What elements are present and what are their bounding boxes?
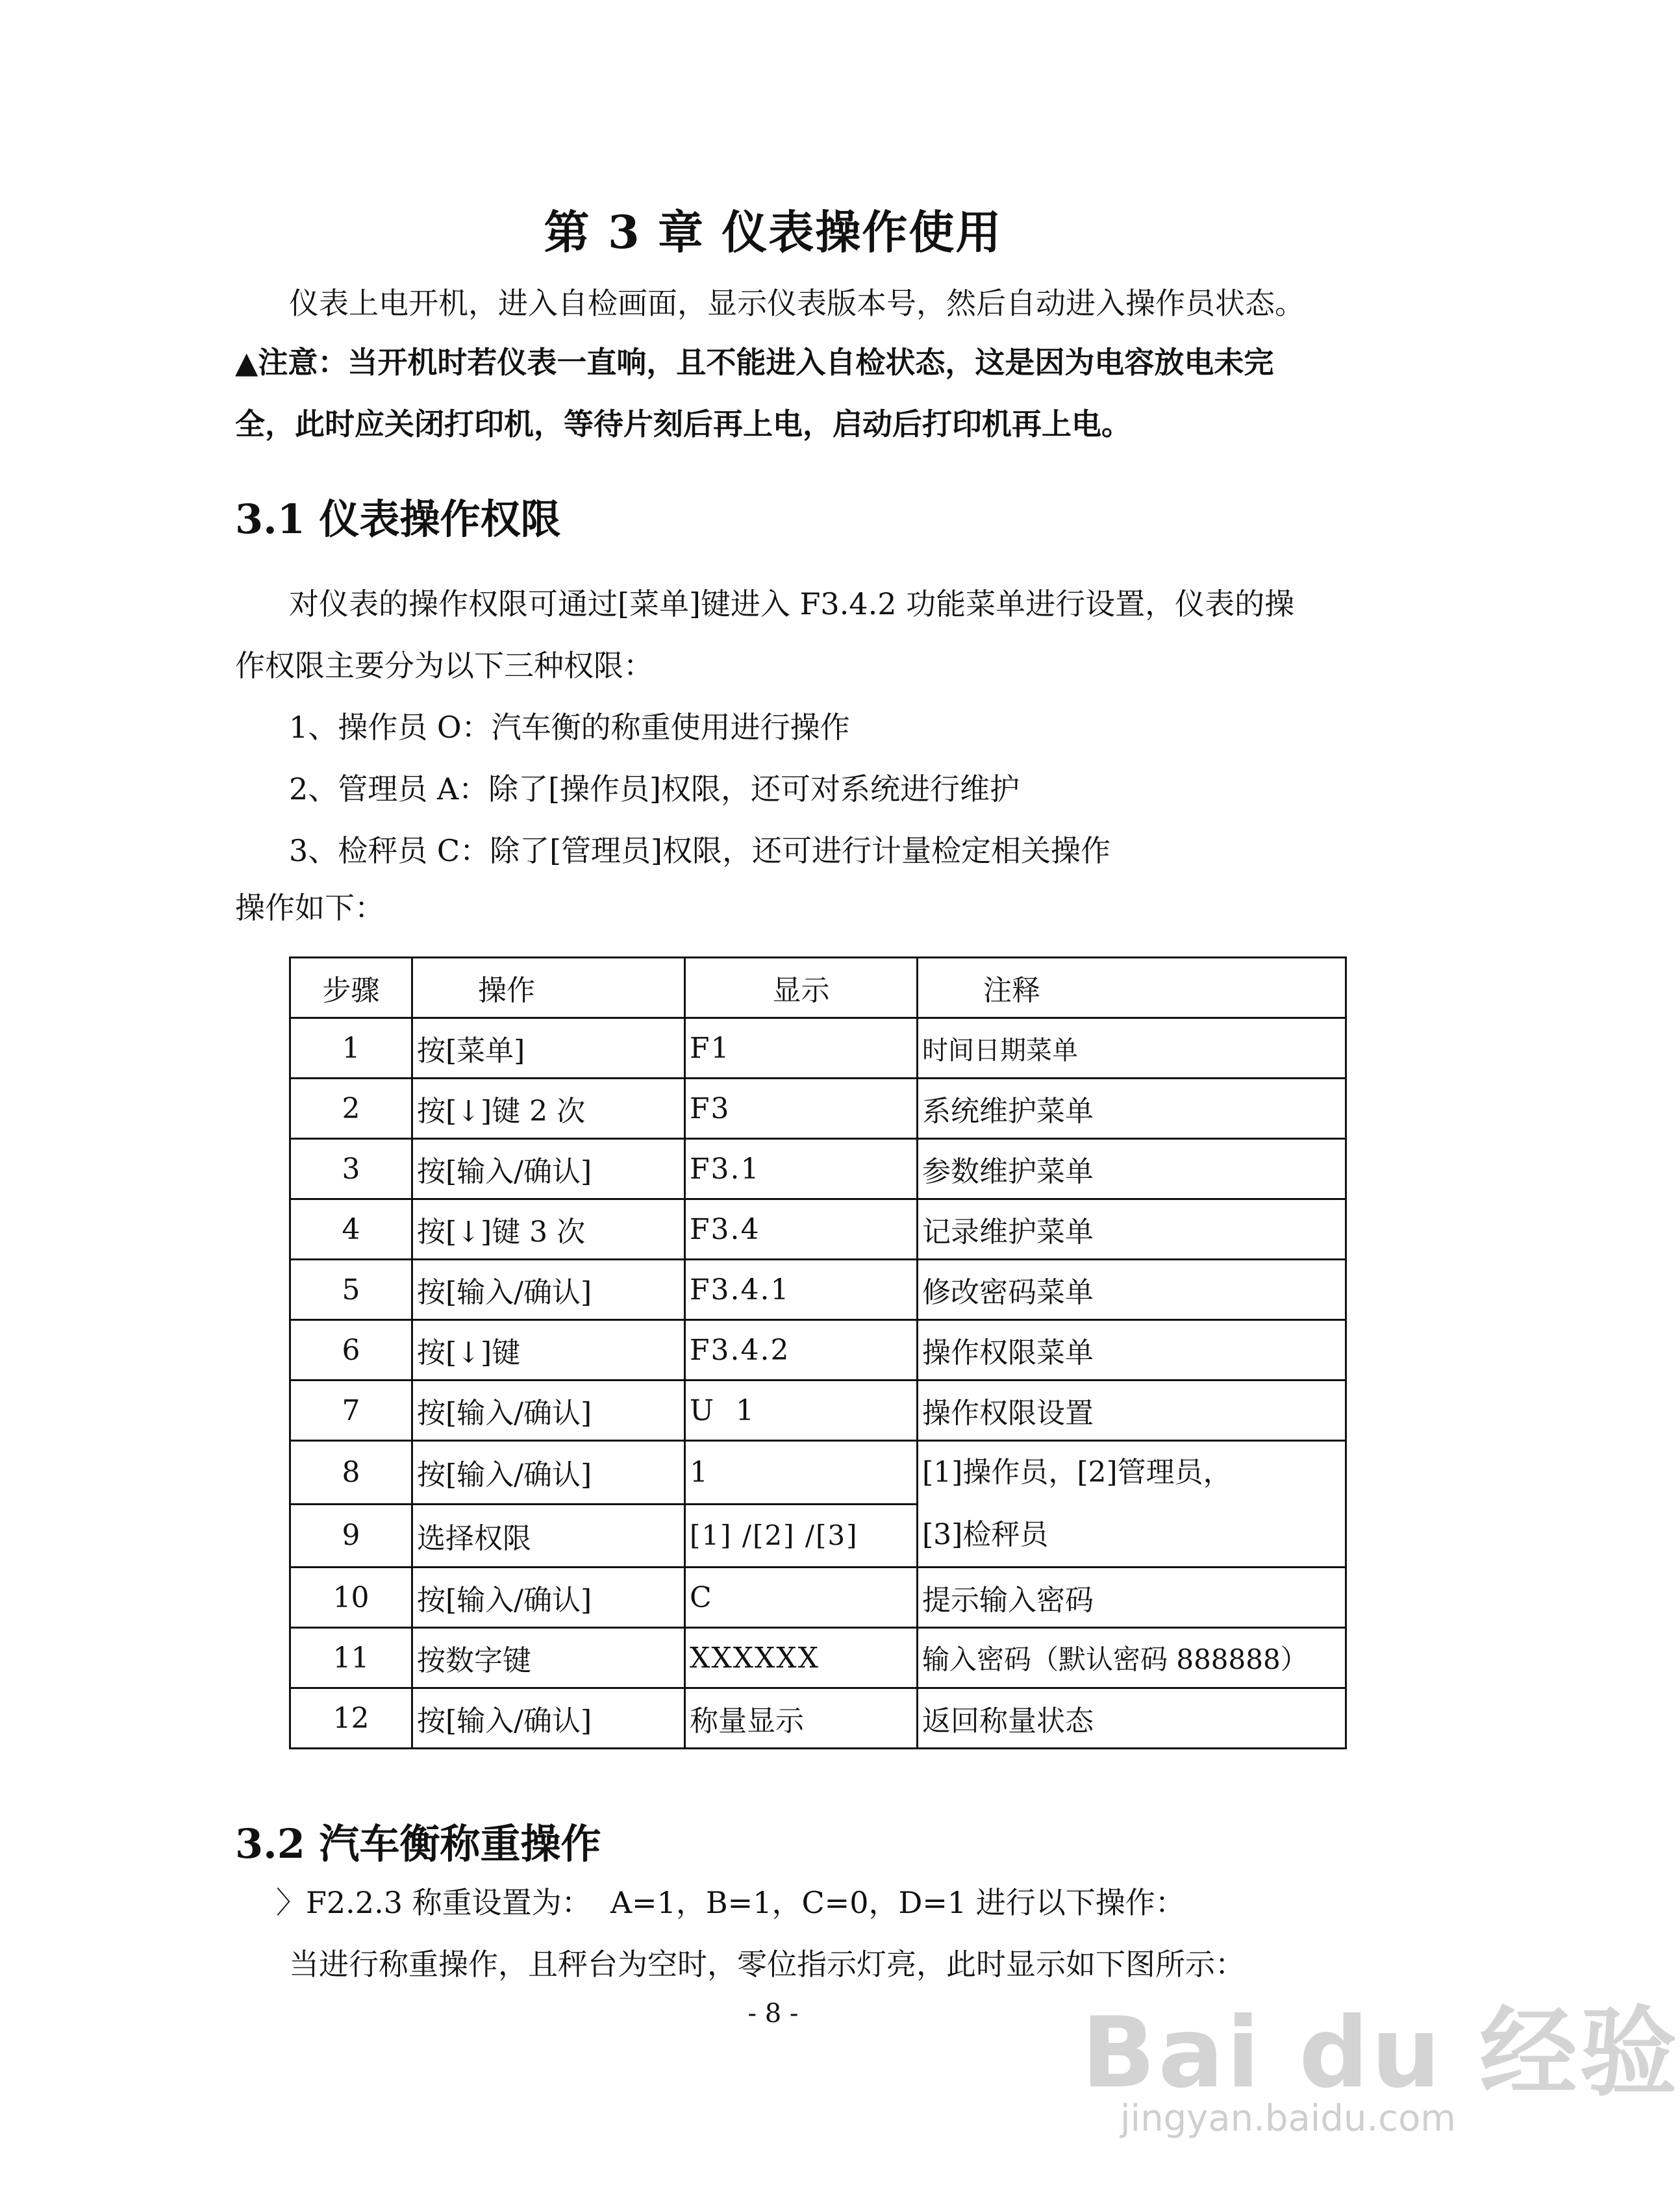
- cell-step: 9: [290, 1504, 412, 1568]
- cell-step: 3: [290, 1139, 412, 1199]
- section-3-1-heading: 3.1 仪表操作权限: [235, 495, 561, 543]
- header-display: 显示: [685, 958, 918, 1018]
- permission-item-admin: 2、管理员 A：除了[操作员]权限，还可对系统进行维护: [289, 771, 1020, 806]
- operation-steps-table: [289, 956, 1347, 1749]
- cell-note: 提示输入密码: [918, 1568, 1346, 1628]
- table-row: [290, 1568, 1346, 1628]
- table-row: [290, 1079, 1346, 1139]
- cell-note: 操作权限设置: [918, 1381, 1346, 1441]
- cell-step: 6: [290, 1320, 412, 1381]
- cell-step: 11: [290, 1628, 412, 1688]
- baidu-watermark: [1081, 1974, 1680, 2140]
- permission-item-operator: 1、操作员 O：汽车衡的称重使用进行操作: [289, 710, 850, 745]
- permission-item-inspector: 3、检秤员 C：除了[管理员]权限，还可进行计量检定相关操作: [289, 833, 1110, 868]
- weighing-description-line: 当进行称重操作，且秤台为空时，零位指示灯亮，此时显示如下图所示：: [289, 1947, 1245, 1982]
- cell-operation: 按[菜单]: [412, 1018, 685, 1079]
- cell-display: F3: [685, 1079, 918, 1139]
- watermark-url: jingyan.baidu.com: [1120, 2097, 1456, 2140]
- cell-display: XXXXXX: [685, 1628, 918, 1688]
- merged-note-line-1: [1]操作员，[2]管理员，: [922, 1456, 1232, 1489]
- cell-operation: 按[输入/确认]: [412, 1688, 685, 1749]
- cell-step: 5: [290, 1260, 412, 1320]
- table-row: [290, 1441, 1346, 1505]
- cell-note: 系统维护菜单: [918, 1079, 1346, 1139]
- chapter-title: 第 3 章 仪表操作使用: [544, 205, 1003, 259]
- header-step: 步骤: [290, 958, 412, 1018]
- cell-note-merged: [918, 1441, 1346, 1568]
- cell-operation: 按[输入/确认]: [412, 1139, 685, 1199]
- table-row: [290, 1260, 1346, 1320]
- table-row: [290, 1320, 1346, 1381]
- cell-note: 输入密码（默认密码 888888）: [918, 1628, 1346, 1688]
- notice-line-2: 全，此时应关闭打印机，等待片刻后再上电，启动后打印机再上电。: [235, 406, 1131, 442]
- permission-paragraph-line-1: 对仪表的操作权限可通过[菜单]键进入 F3.4.2 功能菜单进行设置，仪表的操: [289, 586, 1295, 621]
- cell-operation: 按[↓]键 2 次: [412, 1079, 685, 1139]
- permission-paragraph-line-2: 作权限主要分为以下三种权限：: [235, 648, 653, 683]
- cell-note: 修改密码菜单: [918, 1260, 1346, 1320]
- table-row: [290, 1199, 1346, 1260]
- cell-note: 操作权限菜单: [918, 1320, 1346, 1381]
- cell-display: F3.4.2: [685, 1320, 918, 1381]
- header-note: 注释: [918, 958, 1346, 1018]
- cell-operation: 按[输入/确认]: [412, 1441, 685, 1505]
- section-3-2-heading: 3.2 汽车衡称重操作: [235, 1820, 601, 1868]
- cell-display: F3.4.1: [685, 1260, 918, 1320]
- cell-note: 时间日期菜单: [918, 1018, 1346, 1079]
- cell-display: F3.4: [685, 1199, 918, 1260]
- cell-display: 1: [685, 1441, 918, 1505]
- weighing-setting-line: 〉F2.2.3 称重设置为： A=1，B=1，C=0，D=1 进行以下操作：: [276, 1885, 1185, 1920]
- cell-step: 10: [290, 1568, 412, 1628]
- table-row: [290, 1139, 1346, 1199]
- cell-operation: 按数字键: [412, 1628, 685, 1688]
- cell-step: 8: [290, 1441, 412, 1505]
- cell-operation: 按[↓]键: [412, 1320, 685, 1381]
- table-row: [290, 1381, 1346, 1441]
- table-row: [290, 1018, 1346, 1079]
- cell-note: 返回称量状态: [918, 1688, 1346, 1749]
- cell-note: 参数维护菜单: [918, 1139, 1346, 1199]
- cell-operation: 选择权限: [412, 1504, 685, 1568]
- intro-paragraph: 仪表上电开机，进入自检画面，显示仪表版本号，然后自动进入操作员状态。: [289, 286, 1305, 321]
- table-row: [290, 1688, 1346, 1749]
- cell-operation: 按[输入/确认]: [412, 1381, 685, 1441]
- operations-intro: 操作如下：: [235, 890, 384, 925]
- cell-step: 7: [290, 1381, 412, 1441]
- cell-display: C: [685, 1568, 918, 1628]
- cell-display: F3.1: [685, 1139, 918, 1199]
- cell-step: 12: [290, 1688, 412, 1749]
- cell-operation: 按[输入/确认]: [412, 1568, 685, 1628]
- page-number: - 8 -: [747, 1999, 799, 2029]
- cell-step: 1: [290, 1018, 412, 1079]
- notice-line-1: ▲注意：当开机时若仪表一直响，且不能进入自检状态，这是因为电容放电未完: [235, 345, 1274, 380]
- table-header-row: [290, 958, 1346, 1018]
- header-operation: 操作: [412, 958, 685, 1018]
- cell-display: [1] /[2] /[3]: [685, 1504, 918, 1568]
- cell-display: F1: [685, 1018, 918, 1079]
- cell-step: 2: [290, 1079, 412, 1139]
- cell-operation: 按[输入/确认]: [412, 1260, 685, 1320]
- cell-display: 称量显示: [685, 1688, 918, 1749]
- merged-note-line-2: [3]检秤员: [922, 1518, 1049, 1551]
- cell-display: U 1: [685, 1381, 918, 1441]
- cell-operation: 按[↓]键 3 次: [412, 1199, 685, 1260]
- watermark-logo-text: Bai du 经验: [1081, 1997, 1680, 2110]
- cell-step: 4: [290, 1199, 412, 1260]
- table-row: [290, 1628, 1346, 1688]
- cell-note: 记录维护菜单: [918, 1199, 1346, 1260]
